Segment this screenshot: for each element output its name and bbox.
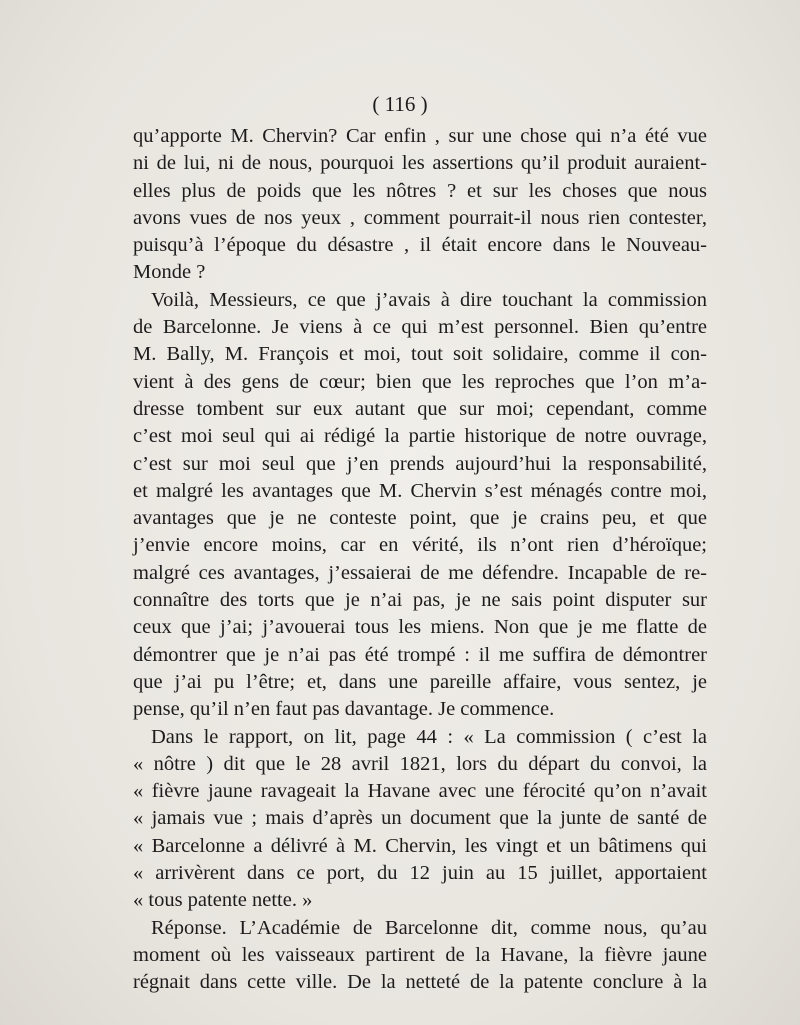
text-line: j’envie encore moins, car en vérité, ils n’ont rien d’héroïque; bbox=[133, 534, 707, 557]
text-line: malgré ces avantages, j’essaierai de me défendre. Incapable de re- bbox=[133, 561, 707, 584]
text-line: c’est moi seul qui ai rédigé la partie historique de notre ouvrage, bbox=[133, 425, 707, 448]
text-line: Monde ? bbox=[133, 261, 206, 284]
paragraph-start-line: Voilà, Messieurs, ce que j’avais à dire touchant la commission bbox=[151, 288, 707, 311]
text-line: régnait dans cette ville. De la netteté de la patente conclure à la bbox=[133, 971, 707, 994]
text-line: pense, qu’il n’en faut pas davantage. Je commence. bbox=[133, 698, 555, 721]
text-line: « jamais vue ; mais d’après un document que la junte de santé de bbox=[133, 807, 707, 830]
text-line: ceux que j’ai; j’avouerai tous les miens. Non que je me flatte de bbox=[133, 616, 707, 639]
text-line: « fièvre jaune ravageait la Havane avec une férocité qu’on n’avait bbox=[133, 780, 707, 803]
text-line: « Barcelonne a délivré à M. Chervin, les vingt et un bâtimens qui bbox=[133, 834, 707, 857]
text-line: démontrer que je n’ai pas été trompé : il me suffira de démontrer bbox=[133, 643, 707, 666]
text-line: elles plus de poids que les nôtres ? et sur les choses que nous bbox=[133, 179, 707, 202]
text-line: vient à des gens de cœur; bien que les reproches que l’on m’a- bbox=[133, 370, 707, 393]
text-line: dresse tombent sur eux autant que sur moi; cependant, comme bbox=[133, 397, 707, 420]
text-line: puisqu’à l’époque du désastre , il était encore dans le Nouveau- bbox=[133, 234, 707, 257]
text-line: « nôtre ) dit que le 28 avril 1821, lors du départ du convoi, la bbox=[133, 752, 707, 775]
paragraph-start-line: Dans le rapport, on lit, page 44 : « La commission ( c’est la bbox=[151, 725, 707, 748]
text-line: c’est sur moi seul que j’en prends aujourd’hui la responsabilité, bbox=[133, 452, 707, 475]
text-line: moment où les vaisseaux partirent de la Havane, la fièvre jaune bbox=[133, 943, 707, 966]
paragraph-start-line: Réponse. L’Académie de Barcelonne dit, comme nous, qu’au bbox=[151, 916, 707, 939]
text-line: de Barcelonne. Je viens à ce qui m’est personnel. Bien qu’entre bbox=[133, 316, 707, 339]
text-line: que j’ai pu l’être; et, dans une pareille affaire, vous sentez, je bbox=[133, 670, 707, 693]
text-line: qu’apporte M. Chervin? Car enfin , sur une chose qui n’a été vue bbox=[133, 125, 707, 147]
text-line: « tous patente nette. » bbox=[133, 889, 313, 912]
text-line: « arrivèrent dans ce port, du 12 juin au 15 juillet, apportaient bbox=[133, 862, 707, 885]
text-line: M. Bally, M. François et moi, tout soit solidaire, comme il con- bbox=[133, 343, 707, 366]
page-number: ( 116 ) bbox=[372, 92, 428, 116]
body-text bbox=[133, 123, 707, 997]
text-line: ni de lui, ni de nous, pourquoi les assertions qu’il produit auraient- bbox=[133, 152, 707, 175]
text-line: avons vues de nos yeux , comment pourrait-il nous rien contester, bbox=[133, 206, 707, 229]
text-line: connaître des torts que je n’ai pas, je ne sais point disputer sur bbox=[133, 589, 707, 612]
text-line: avantages que je ne conteste point, que je crains peu, et que bbox=[133, 507, 707, 530]
text-line: et malgré les avantages que M. Chervin s’est ménagés contre moi, bbox=[133, 479, 707, 502]
